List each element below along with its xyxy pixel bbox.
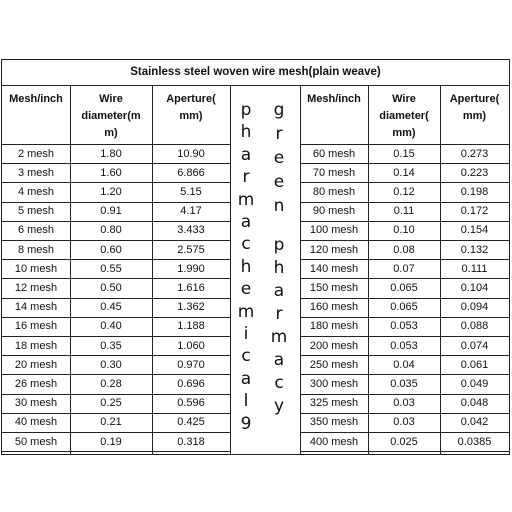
table-cell-aperture: 0.172 <box>460 205 489 218</box>
watermark-letter: 9 <box>240 413 252 434</box>
table-cell-mesh: 400 mesh <box>309 435 359 448</box>
table-cell-mesh: 140 mesh <box>309 262 359 275</box>
watermark-letter: c <box>241 234 251 255</box>
watermark-letter: n <box>273 196 285 216</box>
watermark-letter: m <box>237 189 255 210</box>
watermark-letter: m <box>270 327 288 347</box>
table-cell-mesh: 30 mesh <box>14 397 58 410</box>
header-wire-diameter <box>70 91 152 142</box>
table-cell-aperture: 0.049 <box>460 377 489 390</box>
table-cell-mesh: 90 mesh <box>312 205 356 218</box>
table-cell-mesh: 10 mesh <box>14 262 58 275</box>
table-cell-wire: 0.15 <box>393 147 415 160</box>
table-cell-wire: 0.91 <box>100 205 122 218</box>
watermark-letter: h <box>273 258 285 278</box>
table-cell-mesh: 60 mesh <box>312 147 356 160</box>
table-cell-aperture: 1.616 <box>177 281 205 294</box>
table-cell-mesh: 180 mesh <box>309 320 359 333</box>
header-mesh-right <box>300 91 368 108</box>
table-cell-wire: 0.28 <box>100 377 122 390</box>
table-cell-wire: 0.03 <box>393 397 415 410</box>
table-cell-wire: 0.03 <box>393 416 415 429</box>
table-cell-wire: 0.025 <box>390 435 418 448</box>
header-aperture-line: mm) <box>179 110 203 122</box>
table-cell-mesh: 5 mesh <box>17 205 55 218</box>
header-wire-diameter-right-line: mm) <box>392 127 416 139</box>
table-cell-aperture: 0.223 <box>460 166 489 179</box>
table-cell-mesh: 18 mesh <box>14 339 58 352</box>
table-cell-wire: 0.80 <box>100 224 122 237</box>
table-cell-wire: 0.30 <box>100 358 122 371</box>
table-cell-wire: 0.053 <box>390 339 418 352</box>
table-cell-aperture: 1.188 <box>177 320 205 333</box>
table-cell-wire: 0.04 <box>393 358 415 371</box>
watermark-letter: m <box>237 301 255 322</box>
watermark-letter: a <box>240 144 252 165</box>
table-cell-wire: 0.60 <box>100 243 122 256</box>
table-cell-aperture: 2.575 <box>177 243 205 256</box>
table-cell-aperture: 1.990 <box>177 262 205 275</box>
table-cell-wire: 0.14 <box>393 166 415 179</box>
table-cell-wire: 1.20 <box>100 185 122 198</box>
table-cell-wire: 0.55 <box>100 262 122 275</box>
table-cell-aperture: 0.111 <box>461 262 488 275</box>
table-cell-mesh: 6 mesh <box>17 224 55 237</box>
table-title: Stainless steel woven wire mesh(plain weave) <box>2 60 509 86</box>
table-cell-aperture: 0.318 <box>177 435 205 448</box>
table-cell-wire: 0.11 <box>393 205 415 218</box>
table-cell-aperture: 4.17 <box>180 205 202 218</box>
table-cell-mesh: 12 mesh <box>14 281 58 294</box>
watermark-letter: h <box>240 122 252 143</box>
table-cell-aperture: 0.198 <box>460 185 489 198</box>
table-cell-aperture: 0.074 <box>460 339 489 352</box>
table-cell-mesh: 325 mesh <box>309 397 359 410</box>
watermark-letter: y <box>273 396 285 416</box>
table-cell-mesh: 20 mesh <box>14 358 58 371</box>
table-cell-mesh: 50 mesh <box>14 435 58 448</box>
header-wire-diameter-right-line: Wire <box>392 93 416 105</box>
table-cell-aperture: 5.15 <box>180 185 202 198</box>
header-mesh-right-line: Mesh/inch <box>307 93 361 105</box>
table-cell-wire: 0.45 <box>100 301 122 314</box>
watermark-letter: a <box>273 281 285 301</box>
table-cell-aperture: 0.104 <box>460 281 489 294</box>
table-cell-wire: 0.065 <box>390 301 418 314</box>
header-wire-diameter-line: m) <box>104 127 118 139</box>
watermark-letter: a <box>240 212 252 232</box>
table-cell-aperture: 3.433 <box>177 224 205 237</box>
table-cell-aperture: 0.0385 <box>457 435 492 448</box>
column-divider <box>230 86 231 454</box>
table-cell-mesh: 200 mesh <box>309 339 359 352</box>
table-cell-mesh: 300 mesh <box>309 377 359 390</box>
table-cell-mesh: 70 mesh <box>312 166 356 179</box>
header-aperture-right <box>440 91 509 125</box>
table-cell-aperture: 1.362 <box>177 301 205 314</box>
table-cell-wire: 0.35 <box>100 339 122 352</box>
table-cell-wire: 0.21 <box>100 416 122 429</box>
table-cell-mesh: 120 mesh <box>309 243 359 256</box>
table-cell-wire: 0.12 <box>393 185 415 198</box>
watermark-letter: i <box>243 324 249 344</box>
watermark-letter: r <box>275 304 283 324</box>
table-cell-wire: 0.25 <box>100 397 122 410</box>
table-cell-aperture: 0.154 <box>460 224 489 237</box>
table-cell-mesh: 4 mesh <box>17 185 55 198</box>
watermark-letter: p <box>273 235 285 255</box>
watermark-letter: h <box>240 256 252 277</box>
header-mesh-line: Mesh/inch <box>9 93 63 105</box>
table-cell-wire: 0.50 <box>100 281 122 294</box>
table-cell-wire: 0.035 <box>390 377 418 390</box>
table-cell-mesh: 16 mesh <box>14 320 58 333</box>
table-cell-mesh: 14 mesh <box>14 301 58 314</box>
table-cell-wire: 0.053 <box>390 320 418 333</box>
table-cell-mesh: 250 mesh <box>309 358 359 371</box>
table-cell-wire: 0.07 <box>393 262 415 275</box>
table-cell-wire: 0.065 <box>390 281 418 294</box>
table-cell-mesh: 160 mesh <box>309 301 359 314</box>
table-cell-aperture: 0.596 <box>177 397 205 410</box>
table-cell-aperture: 0.696 <box>177 377 205 390</box>
table-cell-aperture: 0.088 <box>460 320 489 333</box>
watermark-letter: c <box>274 373 284 393</box>
table-cell-aperture: 0.094 <box>460 301 489 314</box>
mesh-spec-table <box>1 59 510 455</box>
table-cell-aperture: 0.048 <box>460 397 489 410</box>
header-aperture <box>152 91 230 125</box>
header-wire-diameter-right <box>368 91 440 142</box>
table-cell-aperture: 0.273 <box>460 147 489 160</box>
header-aperture-right-line: Aperture( <box>449 93 500 105</box>
table-cell-wire: 1.80 <box>100 147 122 160</box>
table-cell-mesh: 8 mesh <box>17 243 55 256</box>
table-cell-aperture: 6.866 <box>177 166 205 179</box>
watermark-letter: r <box>242 167 250 188</box>
table-cell-mesh: 40 mesh <box>14 416 58 429</box>
table-cell-aperture: 0.042 <box>460 416 489 429</box>
header-wire-diameter-line: diameter(m <box>81 110 141 122</box>
watermark-letter: a <box>273 350 285 370</box>
table-cell-mesh: 100 mesh <box>309 224 359 237</box>
table-cell-wire: 0.08 <box>393 243 415 256</box>
table-cell-mesh: 80 mesh <box>312 185 356 198</box>
table-cell-aperture: 0.132 <box>460 243 489 256</box>
table-cell-mesh: 150 mesh <box>309 281 359 294</box>
watermark-letter: l <box>243 391 249 412</box>
table-cell-mesh: 3 mesh <box>17 166 55 179</box>
watermark-letter: p <box>240 100 252 120</box>
table-cell-aperture: 1.060 <box>177 339 205 352</box>
header-aperture-line: Aperture( <box>166 93 216 105</box>
table-cell-aperture: 10.90 <box>177 147 205 160</box>
table-cell-wire: 0.19 <box>100 435 122 448</box>
table-cell-mesh: 2 mesh <box>17 147 55 160</box>
watermark-letter: r <box>275 124 283 144</box>
header-wire-diameter-right-line: diameter( <box>379 110 429 122</box>
header-wire-diameter-line: Wire <box>99 93 123 105</box>
table-cell-aperture: 0.970 <box>177 358 205 371</box>
table-cell-wire: 0.10 <box>393 224 415 237</box>
table-cell-aperture: 0.425 <box>177 416 205 429</box>
table-cell-wire: 0.40 <box>100 320 122 333</box>
watermark-letter: g <box>273 100 285 120</box>
watermark-letter: a <box>240 368 252 389</box>
table-cell-mesh: 26 mesh <box>14 377 58 390</box>
watermark-letter: e <box>273 172 285 192</box>
header-mesh <box>2 91 70 108</box>
table-cell-aperture: 0.061 <box>460 358 489 371</box>
header-aperture-right-line: mm) <box>462 110 487 122</box>
watermark-letter: e <box>240 279 252 300</box>
table-cell-wire: 1.60 <box>100 166 122 179</box>
table-cell-mesh: 350 mesh <box>309 416 359 429</box>
watermark-letter: e <box>273 148 285 168</box>
watermark-letter: c <box>241 346 251 367</box>
